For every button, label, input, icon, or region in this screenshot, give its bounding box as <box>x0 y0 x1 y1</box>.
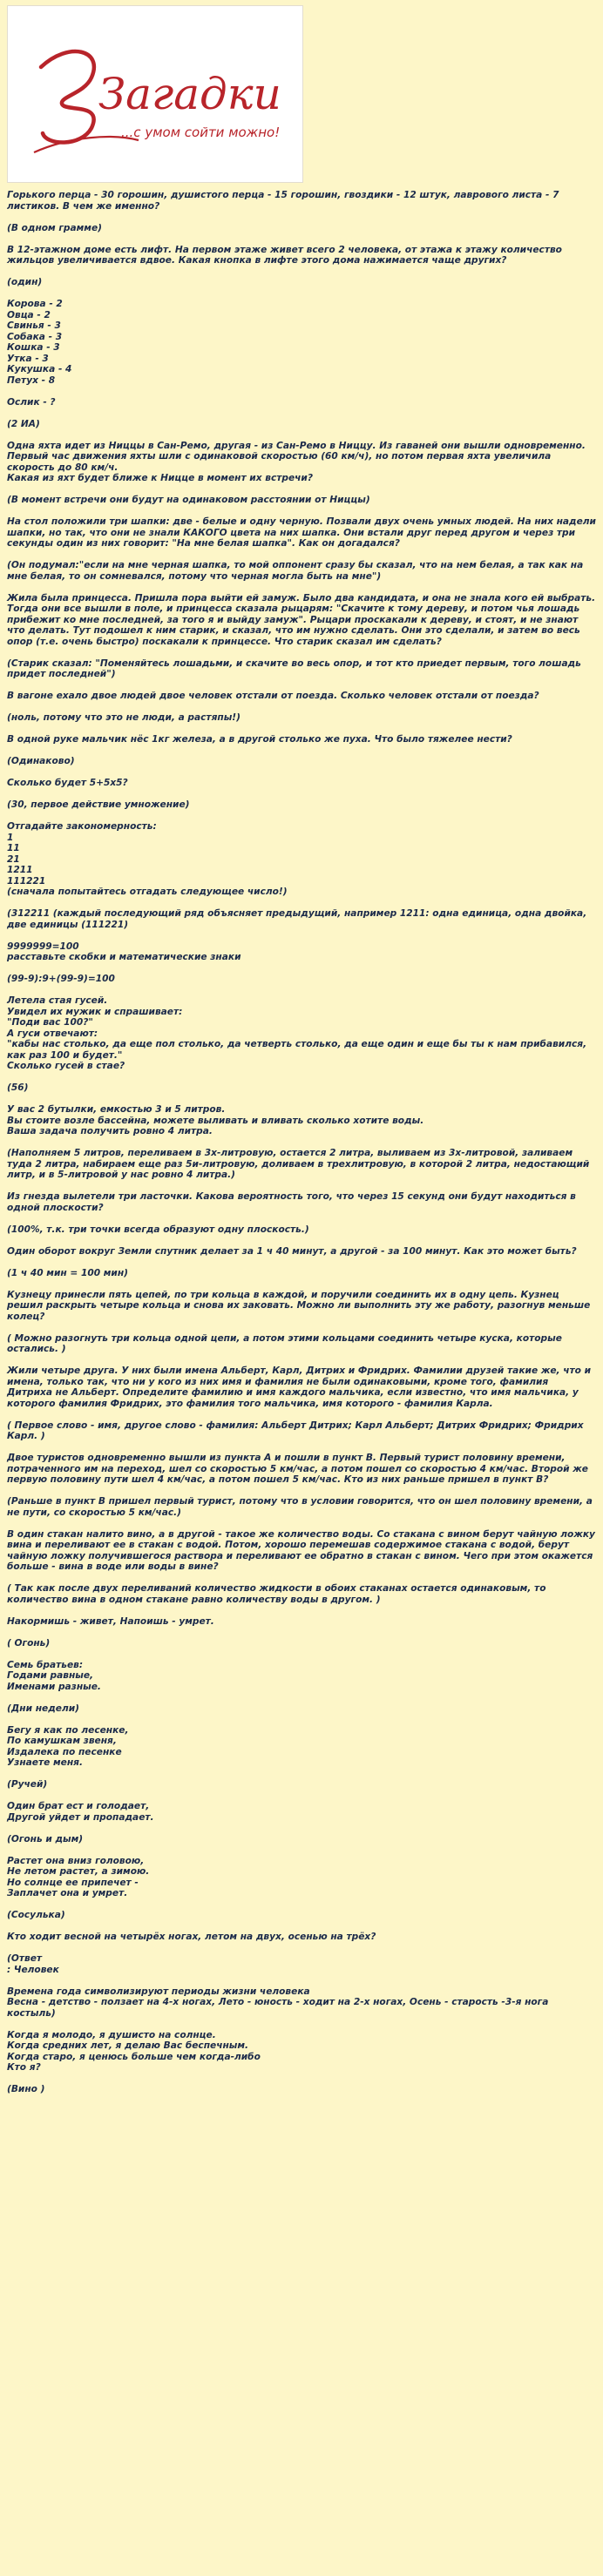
riddles-logo-icon <box>8 6 302 182</box>
logo-banner <box>7 5 303 183</box>
logo-title: Загадки <box>98 69 281 119</box>
riddles-text: Горького перца - 30 горошин, душистого перца - 15 горошин, гвоздики - 12 штук, лаврового листа - 7 листиков. В чем же именно? (В одном грамме) В 12-этажном доме есть лифт. На первом этаже живет всего 2 человека, от этажа к этажу количество жильцов увеличивается вдвое. Какая кнопка в лифте этого дома нажимается чаще других? (один) Корова - 2 Овца - 2 Свинья - 3 Собака - 3 Кошка - 3 Утка - 3 Кукушка - 4 Петух - 8 Ослик - ? (2 ИА) Одна яхта идет из Ниццы в Сан-Ремо, другая - из Сан-Ремо в Ниццу. Из гаваней они вышли одновременно. Первый час движения яхты шли с одинаковой скоростью (60 км/ч), но потом первая яхта увеличила скорость до 80 км/ч. Какая из яхт будет ближе к Ницце в момент их встречи? (В момент встречи они будут на одинаковом расстоянии от Ниццы) На стол положили три шапки: две - белые и одну черную. Позвали двух очень умных людей. На них надели шапки, но так, что они не знали КАКОГО цвета на них шапка. Они встали друг перед другом и через три секунды один из них говорит: "На мне белая шапка". Как он догадался? (Он подумал:"если на мне черная шапка, то мой оппонент сразу бы сказал, что на нем белая, а так как на мне белая, то он сомневался, потому что черная могла быть на мне") Жила была принцесса. Пришла пора выйти ей замуж. Было два кандидата, и она не знала кого ей выбрать. Тогда они все вышли в поле, и принцесса сказала рыцарям: "Скачите к тому дереву, и потом чья лошадь прибежит ко мне последней, за того я и выйду замуж". Рыцари проскакали к дереву, и стоят, и не знают что делать. Тут подошел к ним старик, и сказал, что им нужно сделать. Они это сделали, и затем во весь опор (т.е. очень быстро) поскакали к принцессе. Что старик сказал им сделать? (Старик сказал: "Поменяйтесь лошадьми, и скачите во весь опор, и тот кто приедет первым, того лошадь придет последней") В вагоне ехало двое людей двое человек отстали от поезда. Сколько человек отстали от поезда? (ноль, потому что это не люди, а растяпы!) В одной руке мальчик нёс 1кг железа, а в другой столько же пуха. Что было тяжелее нести? (Одинаково) Сколько будет 5+5x5? (30, первое действие умножение) Отгадайте закономерность: 1 11 21 1211 111221 (сначала попытайтесь отгадать следующее число!) (312211 (каждый последующий ряд объясняет предыдущий, например 1211: одна единица, одна двойка, две единицы (111221) 9999999=100 расставьте скобки и математические знаки (99-9):9+(99-9)=100 Летела стая гусей. Увидел их мужик и спрашивает: "Поди вас 100?" А гуси отвечают: "кабы нас столько, да еще пол столько, да четверть столько, да еще один и еще бы ты к нам прибавился, как раз 100 и будет." Сколько гусей в стае? (56) У вас 2 бутылки, емкостью 3 и 5 литров. Вы стоите возле бассейна, можете выливать и вливать сколько хотите воды. Ваша задача получить ровно 4 литра. (Наполняем 5 литров, переливаем в 3х-литровую, остается 2 литра, выливаем из 3х-литровой, заливаем туда 2 литра, набираем еще раз 5и-литровую, доливаем в трехлитровую, в которой 2 литра, недостающий литр, и в 5-литровой у нас ровно 4 литра.) Из гнезда вылетели три ласточки. Какова вероятность того, что через 15 секунд они будут находиться в одной плоскости? (100%, т.к. три точки всегда образуют одну плоскость.) Один оборот вокруг Земли спутник делает за 1 ч 40 минут, а другой - за 100 минут. Как это может быть? (1 ч 40 мин = 100 мин) Кузнецу принесли пять цепей, по три кольца в каждой, и поручили соединить их в одну цепь. Кузнец решил раскрыть четыре кольца и снова их заковать. Можно ли выполнить эту же работу, разогнув меньше колец? ( Можно разогнуть три кольца одной цепи, а потом этими кольцами соединить четыре куска, которые остались. ) Жили четыре друга. У них были имена Альберт, Карл, Дитрих и Фридрих. Фамилии друзей такие же, что и имена, только так, что ни у кого из них имя и фамилия не были одинаковыми, кроме того, фамилия Дитриха не Альберт. Определите фамилию и имя каждого мальчика, если известно, что имя мальчика, у которого фамилия Фридрих, это фамилия того мальчика, имя которого - фамилия Карла. ( Первое слово - имя, другое слово - фамилия: Альберт Дитрих; Карл Альберт; Дитрих Фридрих; Фридрих Карл. ) Двое туристов одновременно вышли из пункта А и пошли в пункт В. Первый турист половину времени, потраченного им на переход, шел со скоростью 5 км/час, а потом пошел со скоростью 4 км/час. Второй же первую половину пути шел 4 км/час, а потом пошел 5 км/час. Кто из них раньше пришел в пункт В? (Раньше в пункт В пришел первый турист, потому что в условии говорится, что он шел половину времени, а не пути, со скоростью 5 км/час.) В один стакан налито вино, а в другой - такое же количество воды. Со стакана с вином берут чайную ложку вина и переливают ее в стакан с водой. Потом, хорошо перемешав содержимое стакана с водой, берут чайную ложку получившегося раствора и переливают ее обратно в стакан с вином. Чего при этом окажется больше - вина в воде или воды в вине? ( Так как после двух переливаний количество жидкости в обоих стаканах остается одинаковым, то количество вина в одном стакане равно количеству воды в другом. ) Накормишь - живет, Напоишь - умрет. ( Огонь) Семь братьев: Годами равные, Именами разные. (Дни недели) Бегу я как по лесенке, По камушкам звеня, Издалека по песенке Узнаете меня. (Ручей) Один брат ест и голодает, Другой уйдет и пропадает. (Огонь и дым) Растет она вниз головою, Не летом растет, а зимою. Но солнце ее припечет - Заплачет она и умрет. (Сосулька) Кто ходит весной на четырёх ногах, летом на двух, осенью на трёх? (Ответ : Человек Времена года символизируют периоды жизни человека Весна - детство - ползает на 4-х ногах, Лето - юность - ходит на 2-х ногах, Осень - старость -3-я нога костыль) Когда я молодо, я душисто на солнце. Когда средних лет, я делаю Вас беспечным. Когда старо, я ценюсь больше чем когда-либо Кто я? (Вино ) <box>7 190 596 2094</box>
logo-tagline: ...с умом сойти можно! <box>121 125 281 140</box>
